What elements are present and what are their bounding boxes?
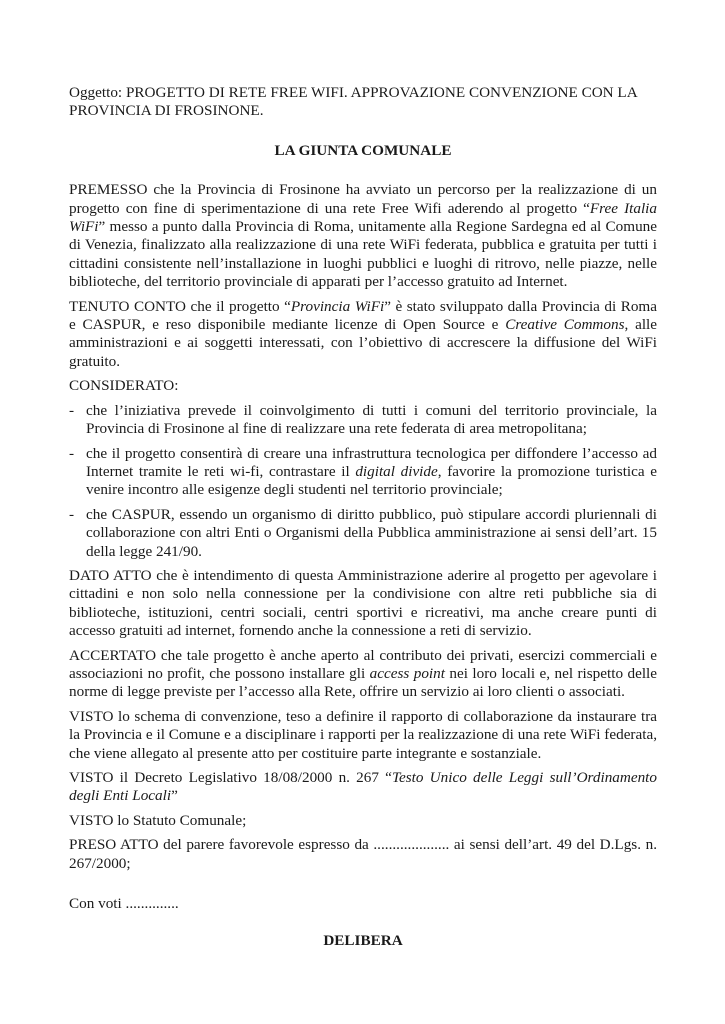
tenuto-conto-paragraph [69,298,657,372]
tenuto-italic-1: Provincia WiFi [290,297,385,315]
premesso-text-c: ” messo a punto dalla Provincia di Roma, unitamente alla Regione Sardegna ed al Comune di Venezia, finalizzato alla realizzazione di una rete WiFi federata, pubblica e gratuita per tutti i cittadini consistente nell’installazione in luoghi pubblici e luoghi di ritrovo, nelle piazze, nelle biblioteche, del territorio provinciale di apparati per l’accesso gratuito ad Internet. [69,218,657,291]
spacer [69,879,657,895]
page-title: LA GIUNTA COMUNALE [274,141,452,159]
tenuto-text-c: ” è stato sviluppato dalla Provincia di Roma e CASPUR, e reso disponibile mediante licenze di Open Source e [69,297,657,334]
list-item-text-a: che il progetto consentirà di creare una infrastruttura tecnologica per diffondere l’accesso ad Internet tramite le reti wi-fi, contrastare il [86,444,657,480]
decreto-text-a: VISTO il Decreto Legislativo 18/08/2000 n. 267 “ [69,769,392,786]
list-dash: - [69,401,75,419]
premesso-text-a: PREMESSO che la Provincia di Frosinone ha avviato un percorso per la realizzazione di un progetto con fine di sperimentazione di una rete Free Wifi aderendo al progetto “ [69,181,657,217]
accertato-italic: access point [369,664,445,682]
premesso-paragraph [69,181,657,291]
list-item [69,445,657,500]
decreto-italic: Testo Unico delle Leggi sull’Ordinamento degli Enti Locali [69,769,657,805]
accertato-text-c: nei loro locali e, nel rispetto delle norme di legge previste per l’accesso alla Rete, offrire un servizio ai loro clienti o associati. [69,664,657,701]
list-item-text: che CASPUR, essendo un organismo di diritto pubblico, può stipulare accordi pluriennali di collaborazione con altri Enti o Organismi della Pubblica amministrazione ai sensi dell’art. 15 della legge 241/90. [86,505,657,560]
premesso-italic: Free Italia WiFi [69,199,657,236]
tenuto-text-e: , alle amministrazioni e ai soggetti interessati, con l’obiettivo di accrescere la diffusione del WiFi gratuito. [69,316,658,370]
subject-line: Oggetto: PROGETTO DI RETE FREE WIFI. APPROVAZIONE CONVENZIONE CON LA PROVINCIA DI FROSINONE. [69,84,637,120]
document-page [69,84,657,966]
accertato-text-a: ACCERTATO che tale progetto è anche aperto al contributo dei privati, esercizi commerciali e associazioni no profit, che possono installare gli [69,646,657,682]
list-item-text-c: , favorire la promozione turistica e venire incontro alle esigenze degli studenti nel territorio provinciale; [86,462,657,499]
list-dash: - [69,505,75,523]
list-item [69,402,657,439]
list-item-italic: digital divide [355,462,438,480]
tenuto-italic-2: Creative Commons [505,316,625,334]
accertato-paragraph [69,647,657,702]
visto-statuto-paragraph: VISTO lo Statuto Comunale; [69,811,247,829]
visto-decreto-paragraph [69,769,657,806]
list-item [69,506,657,561]
preso-atto-paragraph: PRESO ATTO del parere favorevole espresso da .................... ai sensi dell’art. 49 del D.Lgs. n. 267/2000; [69,836,657,872]
con-voti-line: Con voti .............. [69,895,179,913]
considerato-label: CONSIDERATO: [69,377,179,395]
delibera-heading: DELIBERA [323,932,403,950]
decreto-text-c: ” [171,787,178,805]
list-item-text: che l’iniziativa prevede il coinvolgimento di tutti i comuni del territorio provinciale, la Provincia di Frosinone al fine di realizzare una rete federata di area metropolitana; [86,401,657,438]
considerato-list [69,402,657,561]
list-dash: - [69,444,75,462]
tenuto-text-a: TENUTO CONTO che il progetto “ [69,297,291,315]
visto-schema-paragraph: VISTO lo schema di convenzione, teso a definire il rapporto di collaborazione da instaurare tra la Provincia e il Comune e a disciplinare i rapporti per la realizzazione di una rete WiFi federata, che viene allegato al presente atto per costituire parte integrante e sostanziale. [69,707,657,762]
dato-atto-paragraph: DATO ATTO che è intendimento di questa Amministrazione aderire al progetto per agevolare i cittadini e non solo nella connessione per la condivisione con altre reti pubbliche sia di biblioteche, istituzioni, centri sociali, centri sportivi e ricreativi, ma anche creare punti di accesso gratuiti ad internet, fornendo anche la connessione a reti di servizio. [69,566,657,640]
